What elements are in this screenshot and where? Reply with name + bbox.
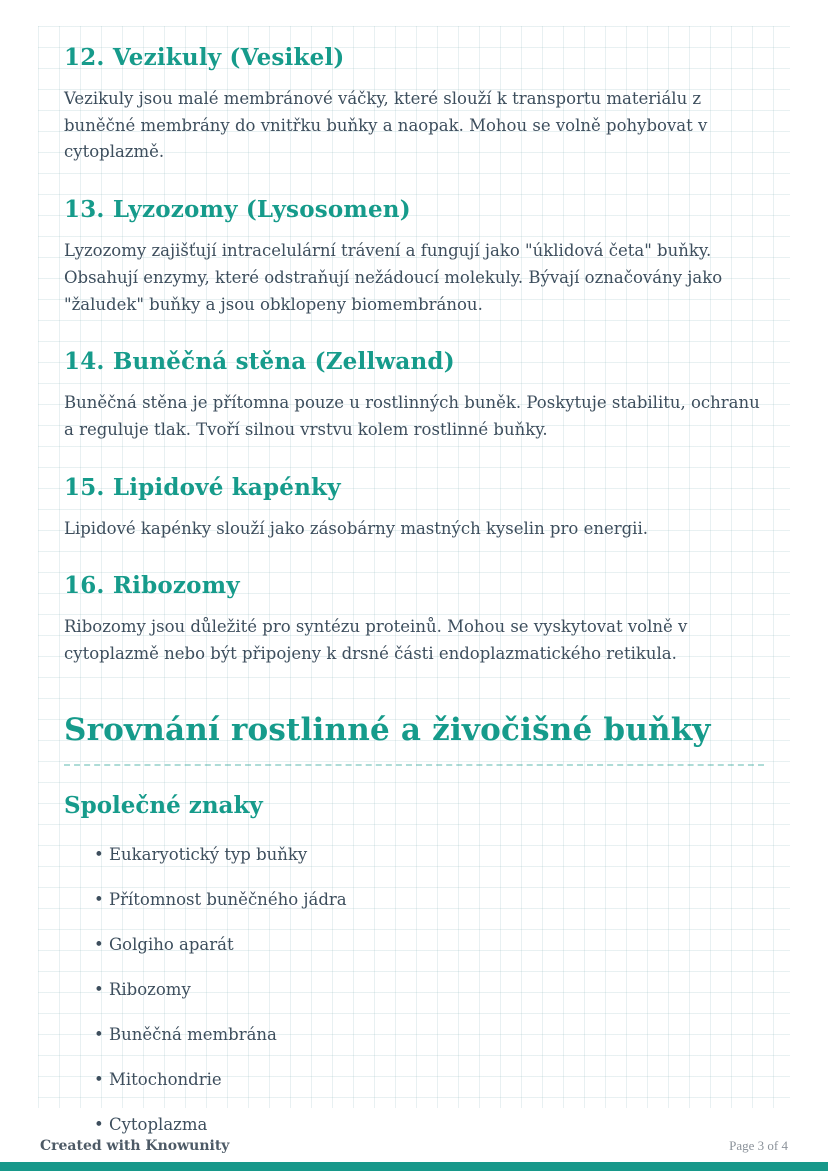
common-traits-list bbox=[64, 845, 764, 1134]
section-heading: 12. Vezikuly (Vesikel) bbox=[64, 44, 345, 71]
page-number-label: Page 3 of 4 bbox=[729, 1138, 788, 1153]
section-lipidove-kapenky bbox=[64, 474, 764, 543]
page-content-grid bbox=[38, 26, 790, 1134]
section-heading: 16. Ribozomy bbox=[64, 572, 240, 600]
section-body: Lipidové kapénky slouží jako zásobárny mastných kyselin pro energii. bbox=[64, 518, 648, 538]
section-heading: 14. Buněčná stěna (Zellwand) bbox=[64, 348, 455, 376]
section-body: Lyzozomy zajišťují intracelulární trávení a fungují jako "úklidová četa" buňky. Obsahují enzymy, které odstraňují nežádoucí molekuly. Bývají označovány jako "žaludek" buňky a jsou obklopeny biomembránou. bbox=[64, 241, 723, 314]
section-heading: 13. Lyzozomy (Lysosomen) bbox=[64, 196, 411, 224]
created-with-label: Created with Knowunity bbox=[40, 1138, 230, 1154]
comparison-title: Srovnání rostlinné a živočišné buňky bbox=[64, 712, 764, 766]
section-body: Vezikuly jsou malé membránové váčky, které slouží k transportu materiálu z buněčné membrány do vnitřku buňky a naopak. Mohou se volně pohybovat v cytoplazmě. bbox=[64, 89, 708, 162]
list-item: • Ribozomy bbox=[94, 980, 764, 999]
section-ribozomy bbox=[64, 572, 764, 667]
page-footer bbox=[0, 1138, 828, 1162]
section-vezikuly bbox=[64, 44, 764, 166]
section-bunecna-stena bbox=[64, 348, 764, 443]
list-item: • Buněčná membrána bbox=[94, 1025, 764, 1044]
section-body: Buněčná stěna je přítomna pouze u rostlinných buněk. Poskytuje stabilitu, ochranu a reguluje tlak. Tvoří silnou vrstvu kolem rostlinné buňky. bbox=[64, 393, 760, 440]
common-traits-heading: Společné znaky bbox=[64, 791, 263, 819]
section-body: Ribozomy jsou důležité pro syntézu proteinů. Mohou se vyskytovat volně v cytoplazmě nebo být připojeny k drsné části endoplazmatického retikula. bbox=[64, 617, 688, 664]
section-heading: 15. Lipidové kapénky bbox=[64, 473, 341, 501]
list-item: • Eukaryotický typ buňky bbox=[94, 845, 764, 864]
bottom-accent-bar bbox=[0, 1162, 828, 1171]
list-item: • Golgiho aparát bbox=[94, 935, 764, 954]
list-item: • Přítomnost buněčného jádra bbox=[94, 890, 764, 909]
list-item: • Cytoplazma bbox=[94, 1115, 764, 1134]
list-item: • Mitochondrie bbox=[94, 1070, 764, 1089]
section-lyzozomy bbox=[64, 196, 764, 318]
